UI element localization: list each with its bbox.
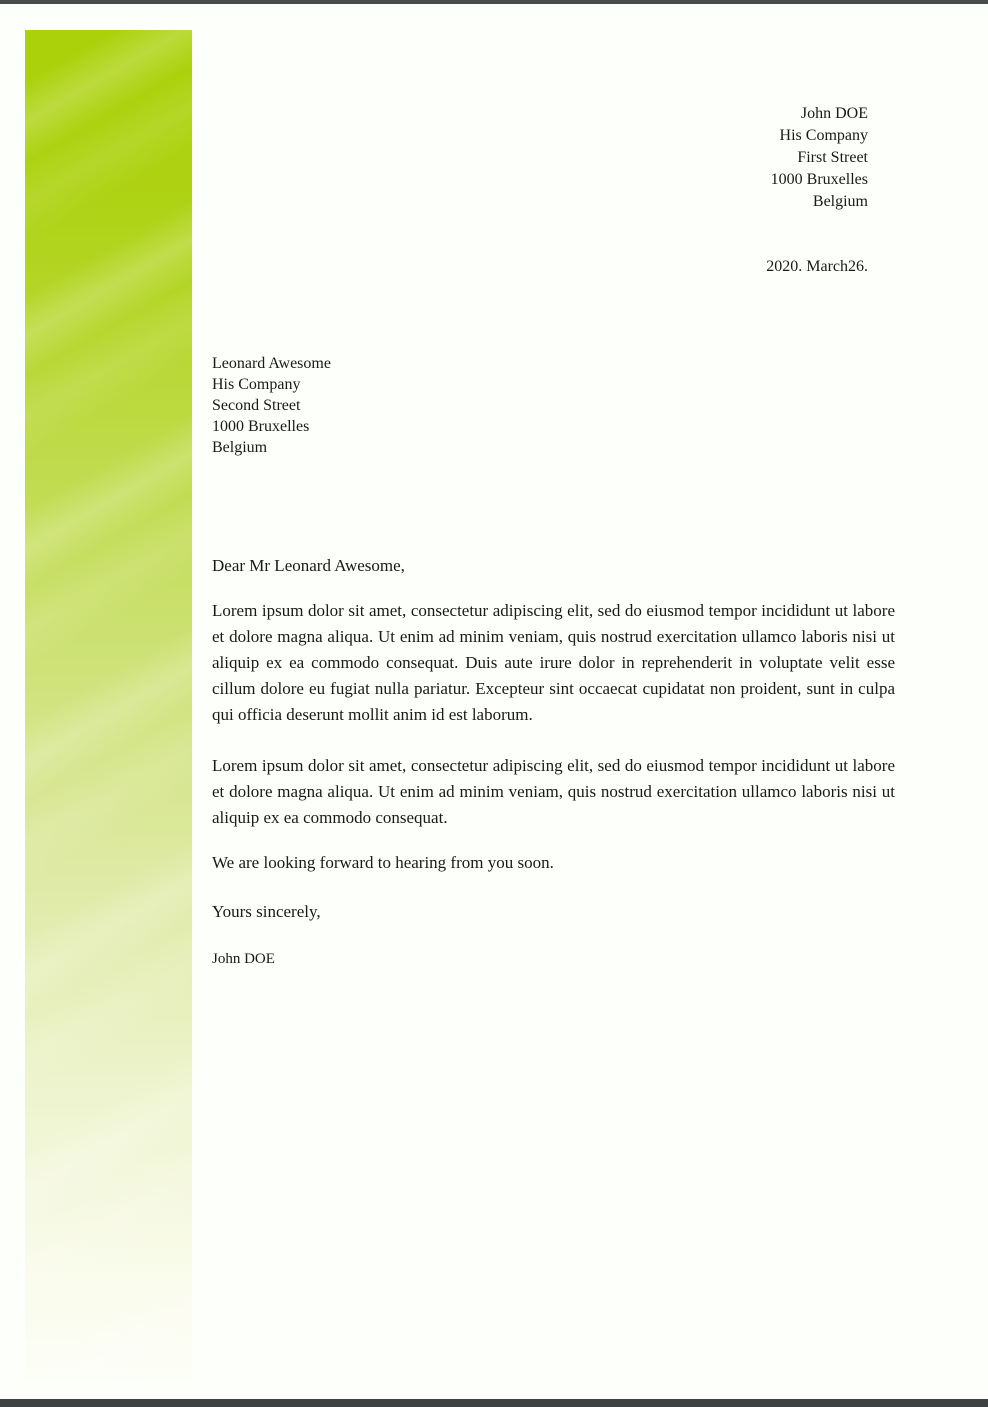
letter-date: 2020. March26. — [766, 258, 868, 275]
page-bottom-border — [0, 1399, 988, 1407]
salutation: Dear Mr Leonard Awesome, — [212, 556, 405, 575]
sender-address-line: His Company — [779, 127, 868, 144]
sender-address-line: First Street — [797, 149, 868, 166]
page-top-border — [0, 0, 988, 4]
signature: John DOE — [212, 951, 275, 967]
sender-address — [771, 103, 868, 213]
recipient-address-line: Belgium — [212, 439, 268, 456]
sender-address-line: Belgium — [812, 193, 868, 210]
sender-address-line: John DOE — [800, 105, 868, 122]
recipient-address — [212, 353, 331, 458]
recipient-address-line: Second Street — [212, 397, 301, 414]
valediction: Yours sincerely, — [212, 902, 321, 921]
recipient-address-line: His Company — [212, 376, 301, 393]
sender-address-line: 1000 Bruxelles — [770, 171, 868, 188]
body-paragraph-1: Lorem ipsum dolor sit amet, consectetur adipiscing elit, sed do eiusmod tempor incididunt ut labore et dolore magna aliqua. Ut enim ad minim veniam, quis nostrud exercitation ullamco laboris nisi ut aliquip ex ea commodo consequat. Duis aute irure dolor in reprehenderit in voluptate velit esse cillum dolore eu fugiat nulla pariatur. Excepteur sint occaecat cupidatat non proident, sunt in culpa qui officia deserunt mollit anim id est laborum. — [212, 601, 895, 724]
closing-line: We are looking forward to hearing from you soon. — [212, 853, 554, 872]
body-paragraph-2: Lorem ipsum dolor sit amet, consectetur adipiscing elit, sed do eiusmod tempor incididunt ut labore et dolore magna aliqua. Ut enim ad minim veniam, quis nostrud exercitation ullamco laboris nisi ut aliquip ex ea commodo consequat. — [212, 756, 895, 827]
recipient-address-line: 1000 Bruxelles — [212, 418, 310, 435]
letterhead-accent-bar — [25, 30, 192, 1380]
recipient-address-line: Leonard Awesome — [212, 355, 331, 372]
